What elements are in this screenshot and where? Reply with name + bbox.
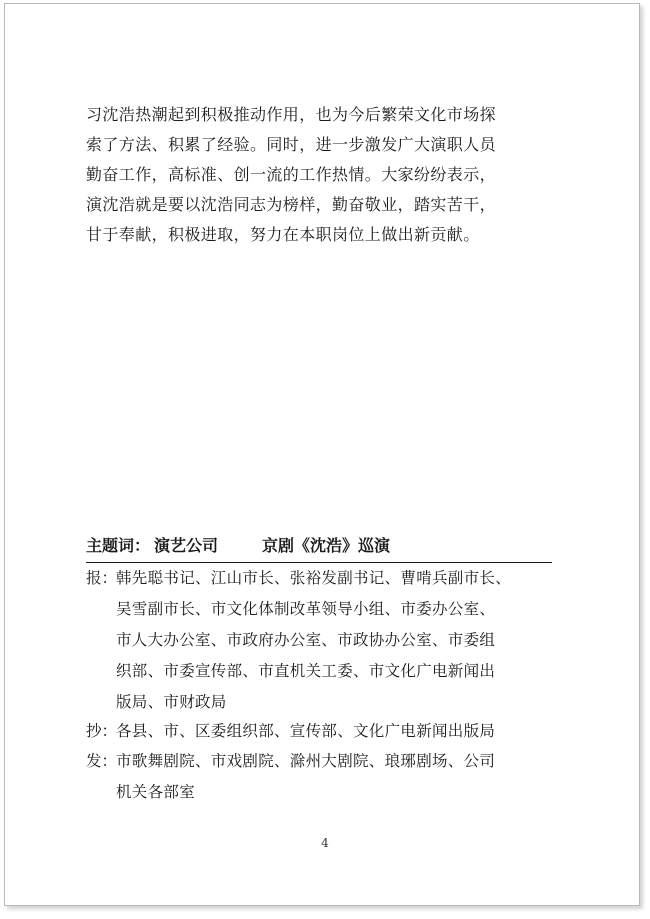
copy-label: 抄： bbox=[86, 722, 118, 740]
body-paragraph bbox=[86, 100, 566, 250]
copy-to-block bbox=[86, 716, 566, 747]
body-line: 演沈浩就是要以沈浩同志为榜样，勤奋敬业，踏实苦干， bbox=[86, 195, 497, 214]
keyword-term: 京剧《沈浩》巡演 bbox=[262, 536, 391, 555]
report-line: 韩先聪书记、江山市长、张裕发副书记、曹啃兵副市长、 bbox=[116, 569, 512, 587]
send-line: 市歌舞剧院、市戏剧院、滁州大剧院、琅琊剧场、公司 bbox=[116, 752, 496, 770]
subject-keywords bbox=[86, 536, 552, 563]
body-line: 勤奋工作，高标准、创一流的工作热情。大家纷纷表示， bbox=[86, 165, 497, 184]
report-line: 吴雪副市长、市文化体制改革领导小组、市委办公室、 bbox=[116, 600, 496, 618]
report-to-block bbox=[86, 563, 566, 718]
keyword-term: 演艺公司 bbox=[154, 536, 219, 555]
keywords-label: 主题词： bbox=[86, 536, 151, 555]
send-line: 机关各部室 bbox=[116, 783, 196, 801]
report-line: 市人大办公室、市政府办公室、市政协办公室、市委组 bbox=[116, 631, 496, 649]
body-line: 习沈浩热潮起到积极推动作用，也为今后繁荣文化市场探 bbox=[86, 105, 497, 124]
send-to-block bbox=[86, 746, 566, 808]
body-line: 索了方法、积累了经验。同时，进一步激发广大演职人员 bbox=[86, 135, 497, 154]
copy-line: 各县、市、区委组织部、宣传部、文化广电新闻出版局 bbox=[116, 722, 496, 740]
report-line: 织部、市委宣传部、市直机关工委、市文化广电新闻出 bbox=[116, 662, 496, 680]
body-line: 甘于奉献，积极进取，努力在本职岗位上做出新贡献。 bbox=[86, 225, 480, 244]
report-line: 版局、市财政局 bbox=[116, 693, 227, 711]
send-label: 发： bbox=[86, 752, 118, 770]
page-number: 4 bbox=[321, 836, 329, 850]
report-label: 报： bbox=[86, 569, 118, 587]
